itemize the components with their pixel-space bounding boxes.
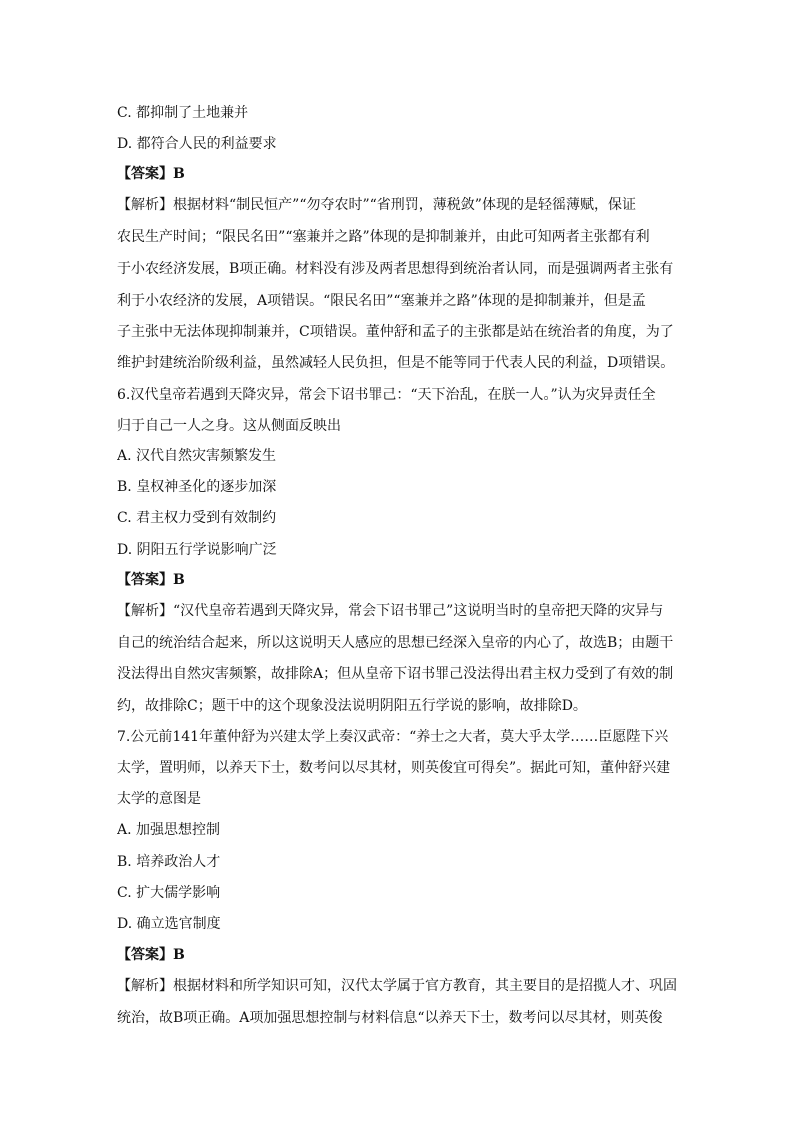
option-b-q7: B. 培养政治人才 [117,854,221,870]
analysis-q6-line2: 自己的统治结合起来，所以这说明天人感应的思想已经深入皇帝的内心了，故选B；由题干 [117,635,674,651]
option-d-q5: D. 都符合人民的利益要求 [117,136,277,152]
analysis-q7-line1: 【解析】根据材料和所学知识可知，汉代太学属于官方教育，其主要目的是招揽人才、巩固 [117,978,677,994]
question-7-line3: 太学的意图是 [117,791,201,807]
analysis-q5-line3: 于小农经济发展，B项正确。材料没有涉及两者思想得到统治者认同，而是强调两者主张有 [117,261,674,277]
answer-q7: 【答案】B [117,947,185,963]
analysis-q6-line3: 没法得出自然灾害频繁，故排除A；但从皇帝下诏书罪己没法得出君主权力受到了有效的制 [117,666,674,682]
answer-q5: 【答案】B [117,166,185,182]
analysis-q6-line1: 【解析】“汉代皇帝若遇到天降灾异，常会下诏书罪己”这说明当时的皇帝把天降的灾异与 [117,603,664,619]
option-d-q7: D. 确立选官制度 [117,916,221,932]
analysis-q6-line4: 约，故排除C；题干中的这个现象没法说明阴阳五行学说的影响，故排除D。 [117,698,587,714]
option-c-q7: C. 扩大儒学影响 [117,885,221,901]
analysis-q5-line1: 【解析】根据材料“制民恒产”“勿夺农时”“省刑罚，薄税敛”体现的是轻徭薄赋，保证 [117,197,636,213]
analysis-q5-line6: 维护封建统治阶级利益，虽然减轻人民负担，但是不能等同于代表人民的利益，D项错误。 [117,355,675,371]
option-c-q5: C. 都抑制了土地兼并 [117,105,249,121]
question-6-line2: 归于自己一人之身。这从侧面反映出 [117,418,341,434]
option-a-q7: A. 加强思想控制 [117,822,221,838]
option-c-q6: C. 君主权力受到有效制约 [117,510,277,526]
analysis-q5-line4: 利于小农经济的发展，A项错误。“限民名田”“塞兼并之路”体现的是抑制兼并，但是孟 [117,293,646,309]
option-d-q6: D. 阴阳五行学说影响广泛 [117,542,277,558]
analysis-q7-line2: 统治，故B项正确。A项加强思想控制与材料信息“以养天下士，数考问以尽其材，则英俊 [117,1010,663,1026]
question-7-line2: 太学，置明师，以养天下士，数考问以尽其材，则英俊宜可得矣”。据此可知，董仲舒兴建 [117,760,671,776]
question-6-line1: 6.汉代皇帝若遇到天降灾异，常会下诏书罪己：“天下治乱，在朕一人。”认为灾异责任全 [117,387,656,403]
answer-q6: 【答案】B [117,572,185,588]
option-b-q6: B. 皇权神圣化的逐步加深 [117,479,277,495]
option-a-q6: A. 汉代自然灾害频繁发生 [117,448,277,464]
question-7-line1: 7.公元前141年董仲舒为兴建太学上奏汉武帝：“养士之大者，莫大乎太学……臣愿陛下兴 [117,729,669,745]
analysis-q5-line5: 子主张中无法体现抑制兼并，C项错误。董仲舒和孟子的主张都是站在统治者的角度，为了 [117,324,674,340]
analysis-q5-line2: 农民生产时间；“限民名田”“塞兼并之路”体现的是抑制兼并，由此可知两者主张都有利 [117,229,650,245]
